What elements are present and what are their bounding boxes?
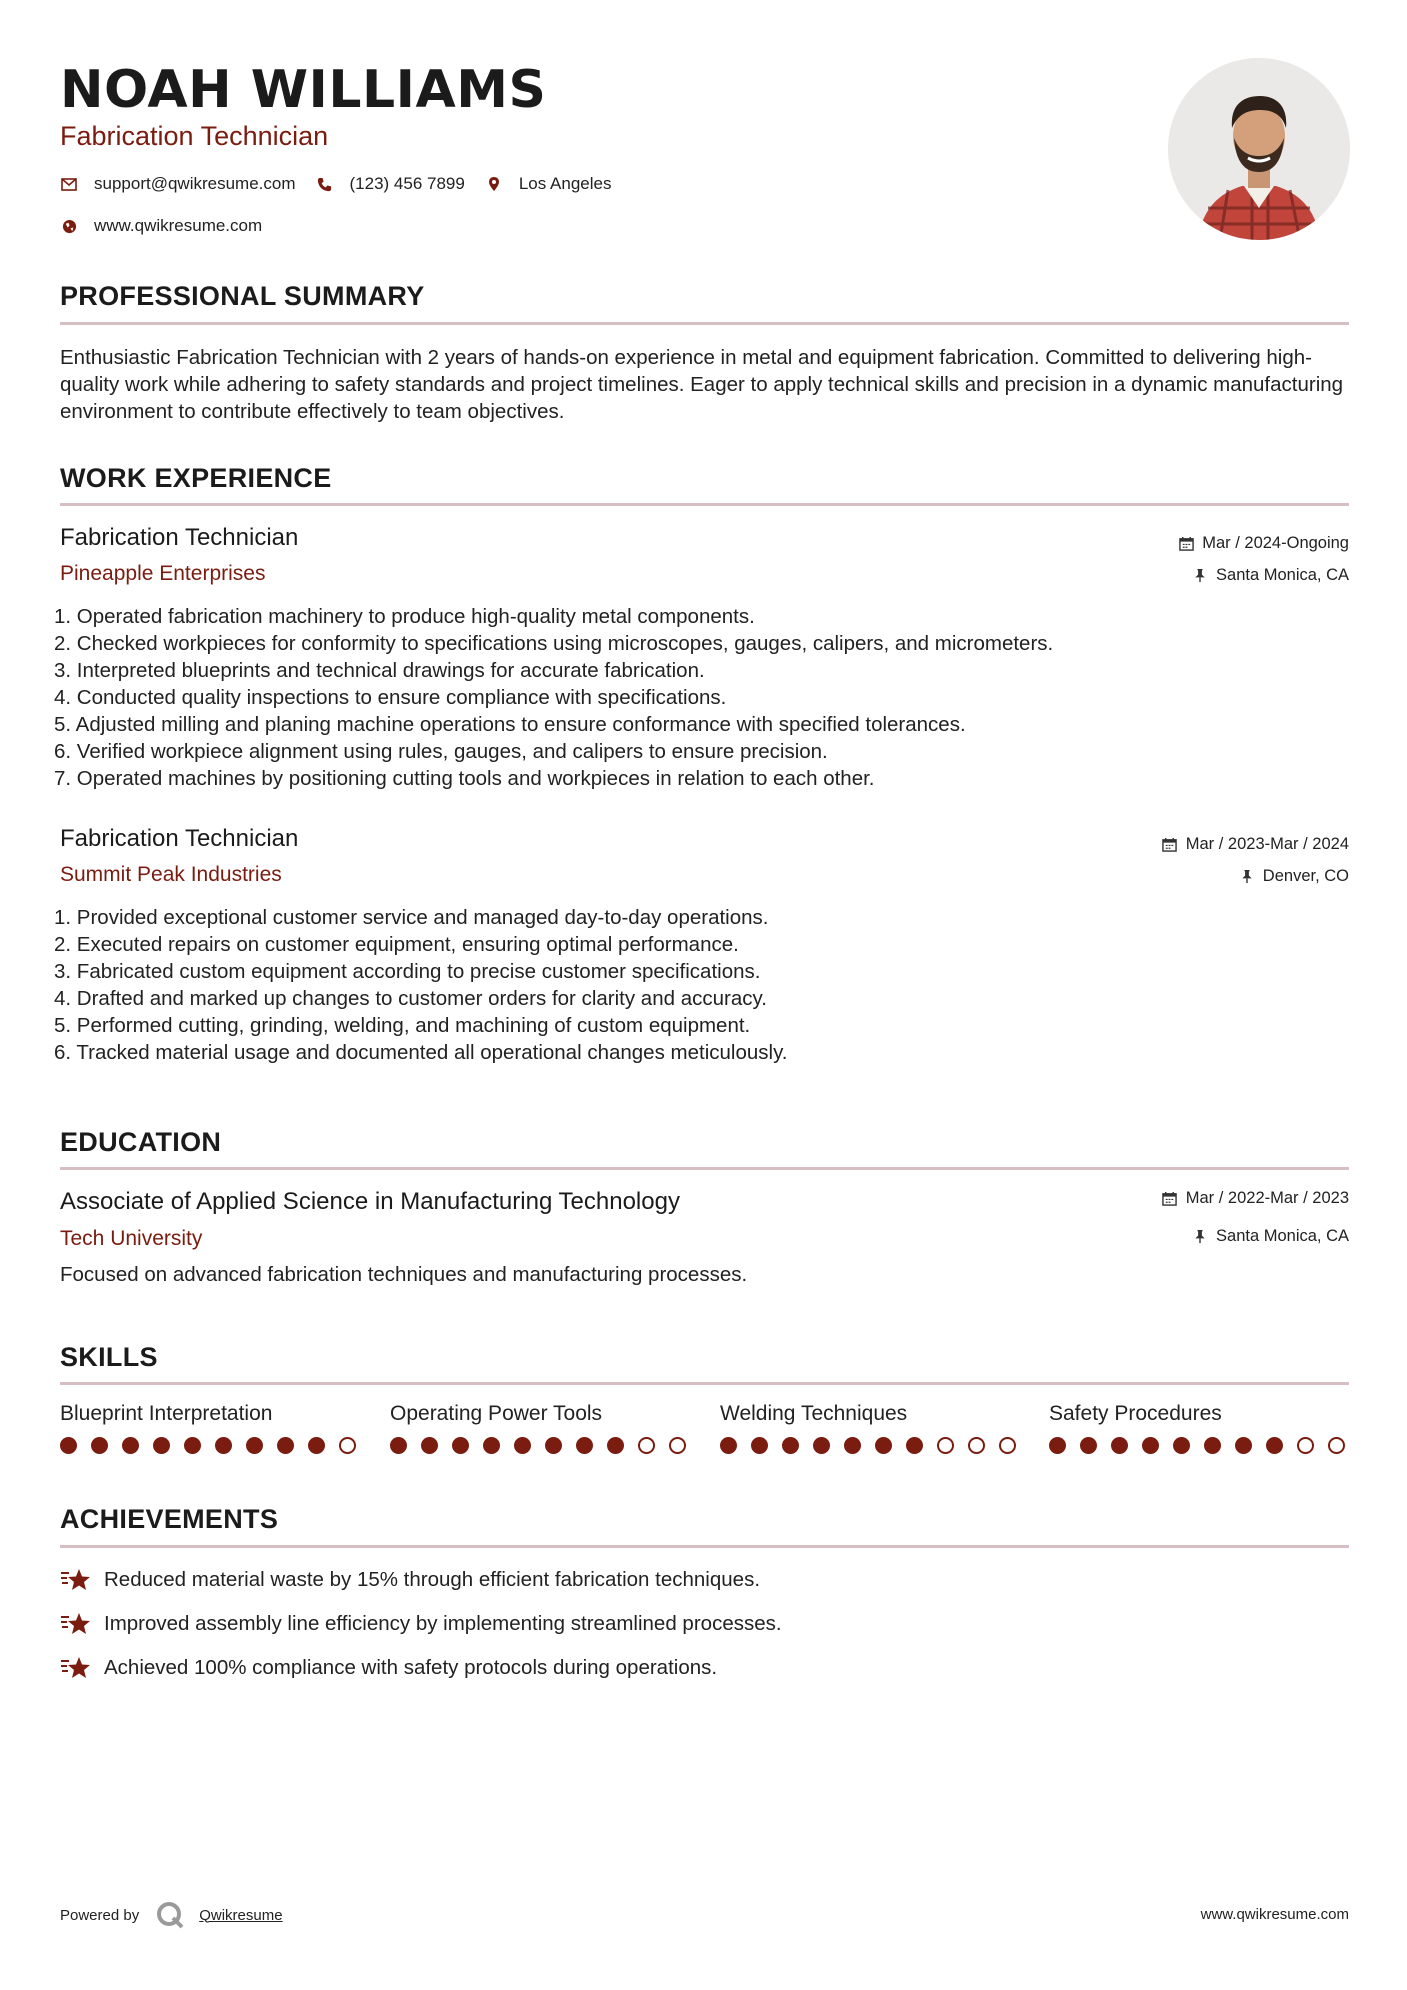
education-divider	[60, 1167, 1349, 1170]
calendar-icon	[1162, 1190, 1178, 1206]
list-item: 6. Tracked material usage and documented all operational changes meticulously.	[54, 1041, 788, 1064]
skill-item	[720, 1400, 1020, 1428]
rating-dot-filled	[277, 1437, 294, 1454]
skill-rating	[390, 1437, 700, 1454]
rating-dot-filled	[1049, 1437, 1066, 1454]
rating-dot-filled	[483, 1437, 500, 1454]
rating-dot-filled	[782, 1437, 799, 1454]
qwikresume-link[interactable]: Qwikresume	[199, 1906, 283, 1924]
education-location-text: Santa Monica, CA	[1216, 1227, 1349, 1245]
skill-item	[1049, 1400, 1349, 1428]
rating-dot-filled	[60, 1437, 77, 1454]
rating-dot-filled	[1080, 1437, 1097, 1454]
rating-dot-filled	[215, 1437, 232, 1454]
rating-dot-empty	[999, 1437, 1016, 1454]
map-pin-icon	[485, 175, 503, 193]
rating-dot-filled	[421, 1437, 438, 1454]
degree-title: Associate of Applied Science in Manufacturing Technology	[60, 1188, 680, 1215]
job-dates-text: Mar / 2023-Mar / 2024	[1185, 835, 1349, 853]
skill-name: Blueprint Interpretation	[60, 1402, 273, 1425]
achievement-item	[60, 1610, 782, 1638]
star-icon	[60, 1566, 92, 1594]
summary-divider	[60, 322, 1349, 325]
rating-dot-filled	[122, 1437, 139, 1454]
rating-dot-filled	[875, 1437, 892, 1454]
location-text: Los Angeles	[518, 174, 612, 193]
achievement-text: Improved assembly line efficiency by implementing streamlined processes.	[104, 1612, 782, 1635]
rating-dot-filled	[1173, 1437, 1190, 1454]
phone-icon	[316, 175, 334, 193]
rating-dot-filled	[514, 1437, 531, 1454]
rating-dot-filled	[91, 1437, 108, 1454]
job-dates-text: Mar / 2024-Ongoing	[1202, 534, 1349, 552]
candidate-role: Fabrication Technician	[60, 121, 329, 151]
footer-url[interactable]: www.qwikresume.com	[1200, 1906, 1349, 1923]
list-item: 7. Operated machines by positioning cutting tools and workpieces in relation to each other.	[54, 767, 875, 790]
skill-rating	[720, 1437, 1030, 1454]
rating-dot-filled	[1204, 1437, 1221, 1454]
job-dates	[1162, 833, 1349, 855]
website-link[interactable]: www.qwikresume.com	[94, 216, 263, 235]
rating-dot-filled	[906, 1437, 923, 1454]
rating-dot-filled	[246, 1437, 263, 1454]
rating-dot-filled	[751, 1437, 768, 1454]
list-item: 5. Adjusted milling and planing machine operations to ensure conformance with specified tolerances.	[54, 713, 966, 736]
footer-powered-by	[60, 1900, 283, 1930]
job-location-text: Santa Monica, CA	[1216, 566, 1349, 584]
summary-heading: PROFESSIONAL SUMMARY	[60, 281, 425, 311]
rating-dot-empty	[669, 1437, 686, 1454]
achievement-item	[60, 1566, 760, 1594]
skill-item	[390, 1400, 690, 1428]
phone-number[interactable]: (123) 456 7899	[349, 174, 465, 193]
rating-dot-filled	[1111, 1437, 1128, 1454]
achievement-text: Achieved 100% compliance with safety protocols during operations.	[104, 1656, 718, 1679]
pushpin-icon	[1192, 1228, 1208, 1244]
star-icon	[60, 1654, 92, 1682]
skills-heading: SKILLS	[60, 1342, 158, 1372]
rating-dot-filled	[452, 1437, 469, 1454]
skill-rating	[60, 1437, 370, 1454]
contact-row	[60, 171, 631, 197]
rating-dot-filled	[308, 1437, 325, 1454]
education-location	[1192, 1225, 1349, 1247]
job-title: Fabrication Technician	[60, 524, 299, 551]
skill-rating	[1049, 1437, 1359, 1454]
rating-dot-filled	[576, 1437, 593, 1454]
education-dates-text: Mar / 2022-Mar / 2023	[1185, 1189, 1349, 1207]
pushpin-icon	[1192, 567, 1208, 583]
job-title: Fabrication Technician	[60, 825, 299, 852]
rating-dot-filled	[545, 1437, 562, 1454]
skill-name: Welding Techniques	[720, 1402, 908, 1425]
experience-heading: WORK EXPERIENCE	[60, 463, 332, 493]
list-item: 4. Drafted and marked up changes to customer orders for clarity and accuracy.	[54, 987, 767, 1010]
education-dates	[1162, 1187, 1349, 1209]
rating-dot-filled	[1142, 1437, 1159, 1454]
rating-dot-empty	[1297, 1437, 1314, 1454]
website-row	[60, 213, 282, 239]
globe-icon	[60, 217, 78, 235]
achievements-heading: ACHIEVEMENTS	[60, 1504, 279, 1534]
list-item: 5. Performed cutting, grinding, welding, and machining of custom equipment.	[54, 1014, 751, 1037]
job-dates	[1178, 532, 1349, 554]
job-company: Pineapple Enterprises	[60, 562, 266, 585]
job-responsibilities	[54, 603, 1344, 792]
job-location-text: Denver, CO	[1262, 867, 1349, 885]
rating-dot-empty	[937, 1437, 954, 1454]
list-item: 1. Operated fabrication machinery to produce high-quality metal components.	[54, 605, 755, 628]
powered-by-label: Powered by	[60, 1906, 140, 1924]
rating-dot-filled	[390, 1437, 407, 1454]
rating-dot-empty	[638, 1437, 655, 1454]
resume-page	[54, 0, 1349, 1990]
profile-photo	[1168, 58, 1350, 240]
email-link[interactable]: support@qwikresume.com	[94, 174, 296, 193]
pushpin-icon	[1239, 868, 1255, 884]
rating-dot-empty	[339, 1437, 356, 1454]
skill-item	[60, 1400, 360, 1428]
rating-dot-filled	[720, 1437, 737, 1454]
skills-divider	[60, 1382, 1349, 1385]
list-item: 3. Fabricated custom equipment according to precise customer specifications.	[54, 960, 761, 983]
calendar-icon	[1178, 535, 1194, 551]
job-location	[1239, 865, 1349, 887]
achievement-text: Reduced material waste by 15% through efficient fabrication techniques.	[104, 1568, 761, 1591]
experience-divider	[60, 503, 1349, 506]
skill-name: Safety Procedures	[1049, 1402, 1222, 1425]
job-responsibilities	[54, 904, 1344, 1066]
rating-dot-filled	[1235, 1437, 1252, 1454]
list-item: 2. Executed repairs on customer equipment, ensuring optimal performance.	[54, 933, 739, 956]
rating-dot-filled	[844, 1437, 861, 1454]
job-location	[1192, 564, 1349, 586]
qwikresume-logo-icon	[155, 1900, 185, 1930]
list-item: 2. Checked workpieces for conformity to specifications using microscopes, gauges, calipers, and micrometers.	[54, 632, 1054, 655]
rating-dot-filled	[184, 1437, 201, 1454]
candidate-name: NOAH WILLIAMS	[60, 60, 547, 120]
list-item: 6. Verified workpiece alignment using rules, gauges, and calipers to ensure precision.	[54, 740, 828, 763]
job-company: Summit Peak Industries	[60, 863, 282, 886]
achievement-item	[60, 1654, 717, 1682]
summary-text: Enthusiastic Fabrication Technician with 2 years of hands-on experience in metal and equipment fabrication. Committed to delivering high-quality work while adhering to safety standards and project timelines. Eager to apply technical skills and precision in a dynamic manufacturing environment to contribute effectively to team objectives.	[60, 346, 1344, 423]
rating-dot-empty	[968, 1437, 985, 1454]
list-item: 3. Interpreted blueprints and technical drawings for accurate fabrication.	[54, 659, 705, 682]
education-heading: EDUCATION	[60, 1127, 222, 1157]
list-item: 4. Conducted quality inspections to ensure compliance with specifications.	[54, 686, 727, 709]
rating-dot-filled	[607, 1437, 624, 1454]
rating-dot-filled	[813, 1437, 830, 1454]
calendar-icon	[1162, 836, 1178, 852]
rating-dot-filled	[153, 1437, 170, 1454]
rating-dot-empty	[1328, 1437, 1345, 1454]
star-icon	[60, 1610, 92, 1638]
list-item: 1. Provided exceptional customer service and managed day-to-day operations.	[54, 906, 769, 929]
school-name: Tech University	[60, 1227, 203, 1250]
achievements-divider	[60, 1545, 1349, 1548]
skill-name: Operating Power Tools	[390, 1402, 603, 1425]
education-description: Focused on advanced fabrication techniques and manufacturing processes.	[60, 1263, 748, 1286]
envelope-icon	[60, 175, 78, 193]
rating-dot-filled	[1266, 1437, 1283, 1454]
